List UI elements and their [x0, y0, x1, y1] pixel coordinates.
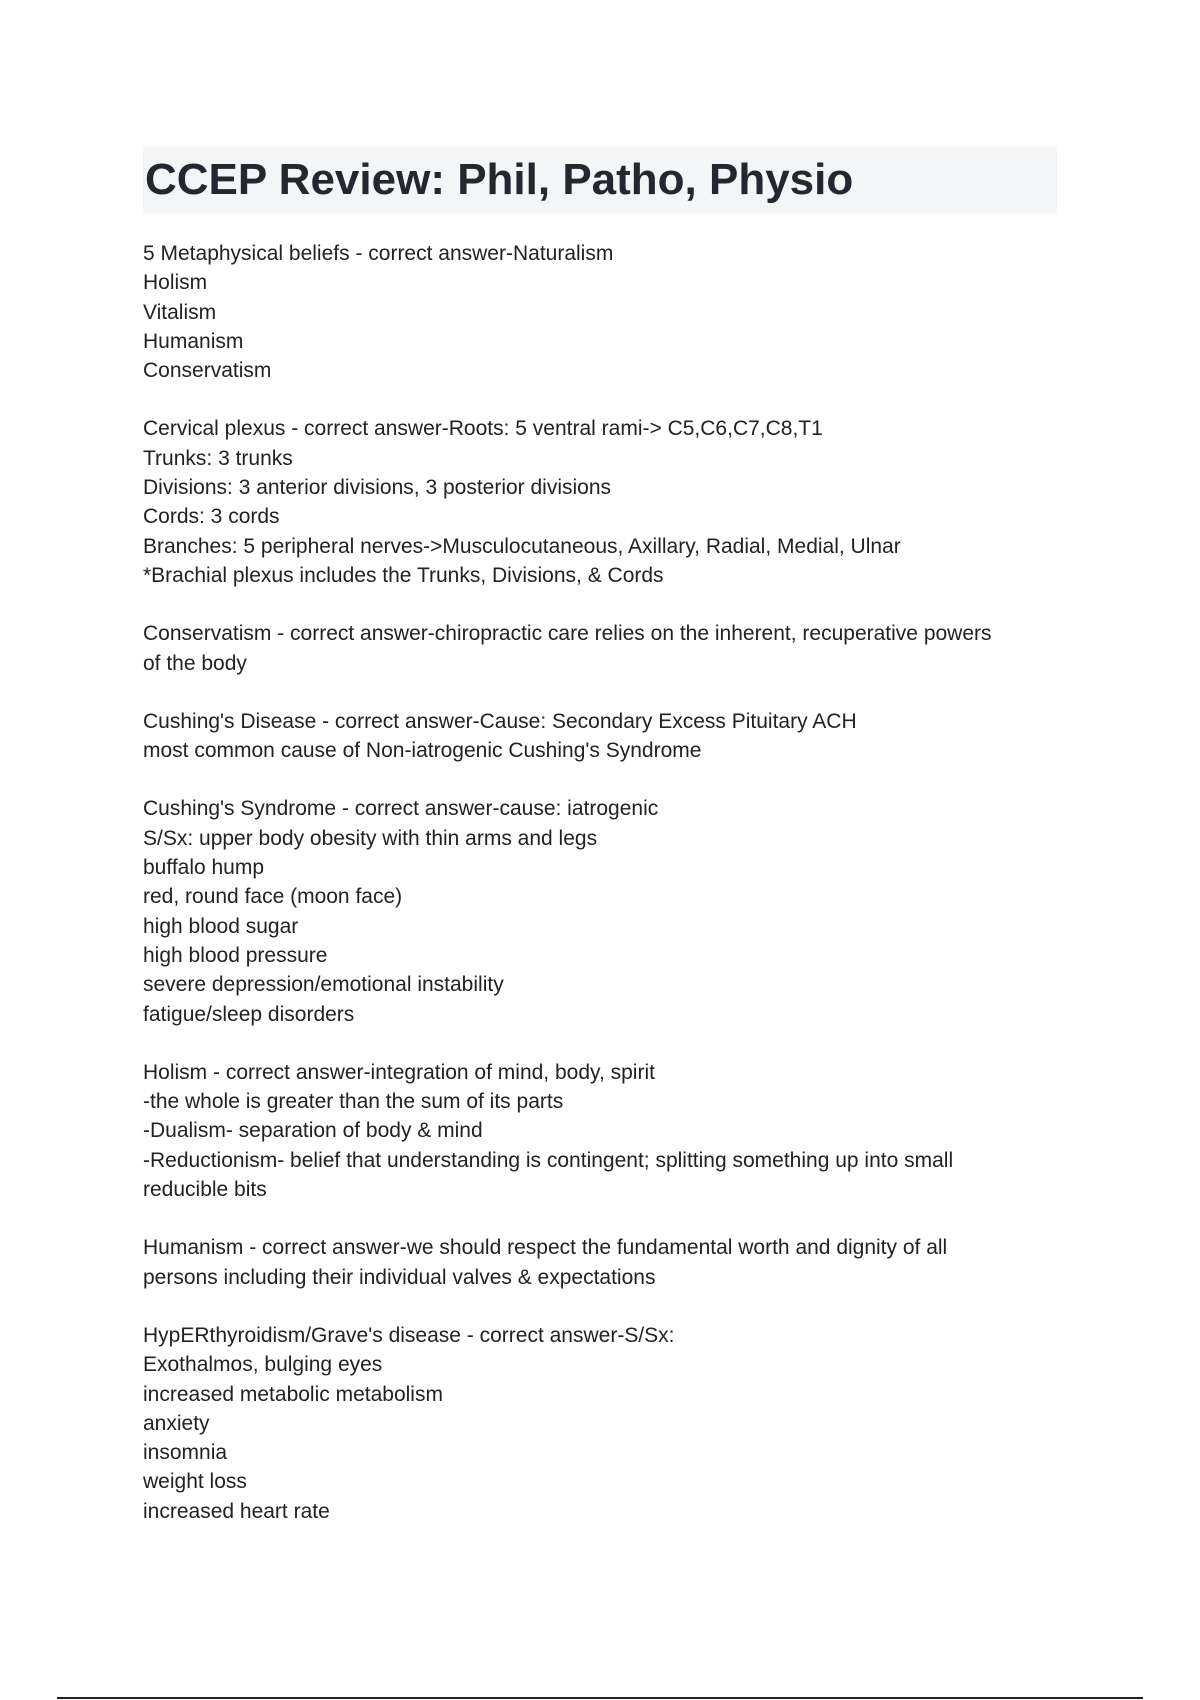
qa-entry — [143, 707, 1053, 766]
entry-answer-line: insomnia — [143, 1441, 228, 1465]
entry-question-line: 5 Metaphysical beliefs - correct answer-Naturalism — [143, 242, 614, 265]
page-title: CCEP Review: Phil, Patho, Physio — [145, 155, 854, 204]
entry-answer-line: *Brachial plexus includes the Trunks, Divisions, & Cords — [143, 563, 664, 587]
entry-answer-line: Vitalism — [143, 300, 217, 324]
entry-answer-line: -Reductionism- belief that understanding is contingent; splitting something up into small — [143, 1148, 954, 1172]
qa-entry — [143, 1233, 1053, 1292]
entry-question-line: Humanism - correct answer-we should respect the fundamental worth and dignity of all — [143, 1236, 948, 1260]
entry-question-line: Holism - correct answer-integration of mind, body, spirit — [143, 1060, 655, 1084]
entry-answer-line: persons including their individual valves & expectations — [143, 1265, 656, 1289]
entry-answer-line: severe depression/emotional instability — [143, 973, 504, 997]
entry-answer-line: S/Sx: upper body obesity with thin arms and legs — [143, 826, 598, 850]
entry-answer-line: Holism — [143, 271, 208, 295]
qa-entry — [143, 619, 1053, 678]
entry-answer-line: high blood pressure — [143, 943, 328, 967]
entry-answer-line: -Dualism- separation of body & mind — [143, 1119, 483, 1143]
qa-entry — [143, 1058, 1053, 1204]
entry-answer-line: -the whole is greater than the sum of its parts — [143, 1090, 564, 1114]
entry-answer-line: Cords: 3 cords — [143, 505, 280, 529]
entry-answer-line: Exothalmos, bulging eyes — [143, 1353, 383, 1377]
entry-answer-line: high blood sugar — [143, 914, 299, 938]
qa-entry — [143, 794, 1053, 1028]
entry-answer-line: of the body — [143, 651, 247, 675]
entry-answer-line: Divisions: 3 anterior divisions, 3 posterior divisions — [143, 476, 612, 500]
qa-entry — [143, 239, 1053, 385]
entry-question-line: Cervical plexus - correct answer-Roots: 5 ventral rami-> C5,C6,C7,C8,T1 — [143, 417, 823, 441]
entry-answer-line: Branches: 5 peripheral nerves->Musculocutaneous, Axillary, Radial, Medial, Ulnar — [143, 534, 901, 558]
document-body — [143, 239, 1053, 1555]
entry-answer-line: Trunks: 3 trunks — [143, 446, 293, 470]
entry-answer-line: red, round face (moon face) — [143, 885, 403, 909]
qa-entry — [143, 414, 1053, 590]
entry-answer-line: anxiety — [143, 1411, 210, 1435]
entry-answer-line: increased heart rate — [143, 1499, 330, 1523]
entry-answer-line: buffalo hump — [143, 856, 265, 880]
entry-question-line: Conservatism - correct answer-chiropractic care relies on the inherent, recuperative powers — [143, 622, 992, 646]
entry-answer-line: weight loss — [143, 1470, 247, 1494]
entry-question-line: Cushing's Syndrome - correct answer-cause: iatrogenic — [143, 797, 659, 821]
entry-answer-line: reducible bits — [143, 1178, 267, 1202]
entry-question-line: Cushing's Disease - correct answer-Cause: Secondary Excess Pituitary ACH — [143, 709, 857, 733]
entry-answer-line: fatigue/sleep disorders — [143, 1002, 355, 1026]
title-banner — [143, 146, 1057, 214]
entry-answer-line: Conservatism — [143, 359, 272, 383]
entry-answer-line: most common cause of Non-iatrogenic Cushing's Syndrome — [143, 739, 702, 763]
entry-answer-line: Humanism — [143, 329, 244, 353]
entry-answer-line: increased metabolic metabolism — [143, 1382, 443, 1406]
qa-entry — [143, 1321, 1053, 1526]
footer-divider — [57, 1697, 1143, 1699]
entry-question-line: HypERthyroidism/Grave's disease - correct answer-S/Sx: — [143, 1323, 675, 1347]
